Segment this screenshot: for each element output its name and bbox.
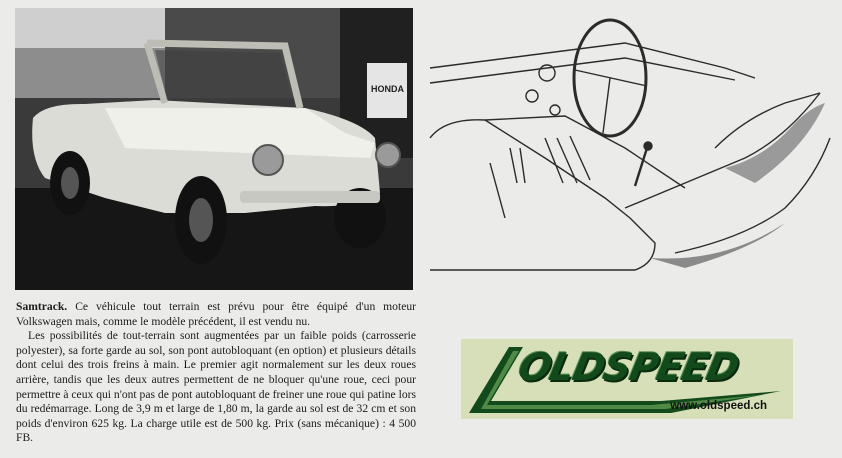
- article-caption: [16, 300, 416, 446]
- caption-body: Les possibilités de tout-terrain sont augmentées par un faible poids (carrosserie polyester), sa forte garde au sol, son pont autobloquant (en option) et plusieurs détails dont celui des trois freins à main. Le premier agit normalement sur les deux roues arrière, tandis que les deux autres permettent de ne bloquer qu'une roue, ceci pour permettre à ceux qui n'ont pas de pont autobloquant de freiner une roue qui patine lors du redémarrage. Long de 3,9 m et large de 1,80 m, la garde au sol est de 32 cm et son poids d'environ 625 kg. La charge utile est de 500 kg. Prix (sans mécanique) : 4 500 FB.: [16, 329, 416, 445]
- interior-drawing: [425, 8, 835, 298]
- logo-url: www.oldspeed.ch: [670, 400, 767, 412]
- sign-text: HONDA: [371, 84, 404, 94]
- oldspeed-logo: [461, 339, 793, 419]
- vehicle-photo: [15, 8, 413, 290]
- caption-lead-paragraph: [16, 300, 416, 329]
- caption-lead: Ce véhicule tout terrain est prévu pour être équipé d'un moteur Volkswagen mais, comme le modèle précédent, il est vendu nu.: [16, 300, 416, 328]
- logo-wordmark: OLDSPEED: [514, 345, 743, 389]
- caption-heading: Samtrack.: [16, 300, 68, 313]
